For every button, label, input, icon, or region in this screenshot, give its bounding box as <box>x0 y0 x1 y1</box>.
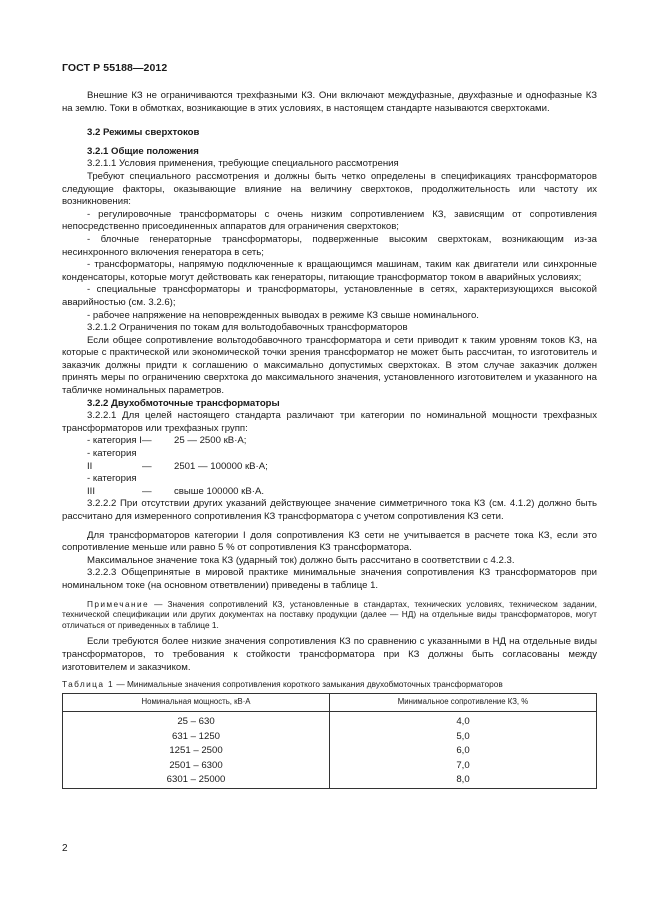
cell-impedance: 8,0 <box>330 773 597 788</box>
cell-impedance: 4,0 <box>330 712 597 730</box>
note-text: — Значения сопротивлений КЗ, установленные в стандартах, технических условиях, техническом задании, технической спецификации или других документах на поставку продукции (далее — НД) на отдельные виды трансформаторов, могут отличаться от приведенных в таблице 1. <box>62 598 597 630</box>
paragraph-booster-limits: Если общее сопротивление вольтодобавочного трансформатора и сети приводит к таким уровням токов КЗ, на которые с практической или экономической точки зрения трансформатор не может быть рассчитан, то изготовитель и заказчик должны придти к соглашению о максимально допустимых сверхтоках. В этом случае заказчик должен принять меры по ограничению сверхтока до максимального значения, установленного изготовителем и указанного на табличке номинальных параметров. <box>62 334 597 397</box>
table-row <box>63 759 597 774</box>
impedance-table <box>62 693 597 789</box>
subsection-heading-3-2-1: 3.2.1 Общие положения <box>87 145 199 157</box>
paragraph-category-one: Для трансформаторов категории I доля сопротивления КЗ сети не учитывается в расчете тока КЗ, если это сопротивление меньше или равно 5 % от сопротивления КЗ трансформатора. <box>62 529 597 554</box>
category-label: - категория II <box>87 448 137 472</box>
category-item <box>62 473 597 498</box>
cell-power: 631 – 1250 <box>63 730 330 745</box>
cell-power: 25 – 630 <box>63 712 330 730</box>
cell-power: 2501 – 6300 <box>63 759 330 774</box>
paragraph-factors: Требуют специального рассмотрения и должны быть четко определены в спецификациях трансформаторов следующие факторы, оказывающие влияние на величину сверхтоков, продолжительность или частоту их возникновения: <box>62 170 597 208</box>
section-heading-3-2: 3.2 Режимы сверхтоков <box>87 127 200 139</box>
bullet-item: - специальные трансформаторы и трансформаторы, установленные в сетях, характеризующихся высокой аварийностью (см. 3.2.6); <box>62 284 597 308</box>
bullet-item: - блочные генераторные трансформаторы, подверженные высоким сверхтокам, возникающим из-за несинхронного включения генератора в сеть; <box>62 233 597 258</box>
bullet-item: - трансформаторы, напрямую подключенные к вращающимся машинам, таким как двигатели или синхронные конденсаторы, которые могут действовать как генераторы, питающие трансформатор током в аварийных условиях; <box>62 259 597 283</box>
cell-impedance: 6,0 <box>330 744 597 759</box>
cell-power: 6301 – 25000 <box>63 773 330 788</box>
clause-3-2-2-3: 3.2.2.3 Общепринятые в мировой практике минимальные значения сопротивления КЗ трансформаторов при номинальном токе (на основном ответвлении) приведены в таблице 1. <box>62 567 597 591</box>
table-caption <box>62 678 597 690</box>
bullet-item: - рабочее напряжение на неповрежденных выводах в режиме КЗ свыше номинального. <box>87 309 479 321</box>
document-body <box>62 90 597 789</box>
table-row <box>63 744 597 759</box>
column-header-power: Номинальная мощность, кВ·А <box>63 694 330 712</box>
category-dash: — <box>142 435 152 447</box>
bullet-item: - регулировочные трансформаторы с очень низким сопротивлением КЗ, зависящим от сопротивления непосредственно присоединенных аппаратов для ограничения сверхтоков; <box>62 208 597 233</box>
paragraph-peak-current: Максимальное значение тока КЗ (ударный ток) должно быть рассчитано в соответствии с 4.2.3. <box>87 554 515 566</box>
category-range: 2501 — 100000 кВ·А; <box>174 460 268 472</box>
paragraph-external-faults: Внешние КЗ не ограничиваются трехфазными КЗ. Они включают междуфазные, двухфазные и однофазные КЗ на землю. Токи в обмотках, возникающие в этих условиях, в настоящем стандарте называются сверхтоками. <box>62 90 597 114</box>
table-row <box>63 712 597 730</box>
clause-3-2-2-1: 3.2.2.1 Для целей настоящего стандарта различают три категории по номинальной мощности трехфазных трансформаторов или трехфазных групп: <box>62 410 597 434</box>
category-item <box>62 435 597 448</box>
table-caption-label: Таблица 1 <box>62 679 115 690</box>
table-row <box>63 773 597 788</box>
paragraph-lower-impedance: Если требуются более низкие значения сопротивления КЗ по сравнению с указанными в НД на отдельные виды трансформаторов, то требования к стойкости трансформатора при КЗ должны быть согласованы между изготовителем и заказчиком. <box>62 636 597 673</box>
category-range: 25 — 2500 кВ·А; <box>174 435 247 447</box>
subsection-heading-3-2-2: 3.2.2 Двухобмоточные трансформаторы <box>87 397 280 409</box>
category-dash: — <box>142 485 152 497</box>
clause-3-2-2-2: 3.2.2.2 При отсутствии других указаний действующее значение симметричного тока КЗ (см. 4.1.2) должно быть рассчитано для измеренного сопротивления КЗ трансформатора с учетом сопротивления КЗ сети. <box>62 498 597 522</box>
standard-header: ГОСТ Р 55188—2012 <box>62 62 168 74</box>
clause-3-2-1-2: 3.2.1.2 Ограничения по токам для вольтодобавочных трансформаторов <box>87 322 408 334</box>
clause-3-2-1-1: 3.2.1.1 Условия применения, требующие специального рассмотрения <box>87 158 399 170</box>
cell-impedance: 7,0 <box>330 759 597 774</box>
cell-impedance: 5,0 <box>330 730 597 745</box>
note <box>62 599 597 631</box>
cell-power: 1251 – 2500 <box>63 744 330 759</box>
category-label: - категория I <box>87 435 142 447</box>
category-label: - категория III <box>87 473 137 497</box>
category-item <box>62 448 597 473</box>
category-dash: — <box>142 460 152 472</box>
page-number: 2 <box>62 843 68 854</box>
category-range: свыше 100000 кВ·А. <box>174 485 265 497</box>
note-label: Примечание <box>87 598 150 609</box>
table-header-row <box>63 694 597 712</box>
table-caption-text: — Минимальные значения сопротивления короткого замыкания двухобмоточных трансформаторов <box>114 679 503 690</box>
table-row <box>63 730 597 745</box>
column-header-impedance: Минимальное сопротивление КЗ, % <box>330 694 597 712</box>
